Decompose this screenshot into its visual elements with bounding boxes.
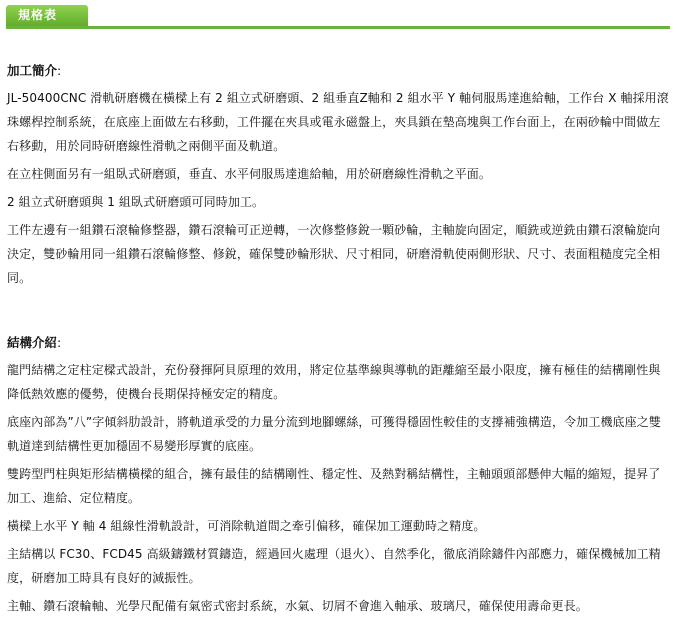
paragraph: JL-50400CNC 滑軌研磨機在橫樑上有 2 組立式研磨頭、2 組垂直Z軸和 2 組水平 Y 軸伺服馬達進給軸，工作台 X 軸採用滾珠螺桿控制系統，在底座上面做左右移動，工件擺在夾具或電永磁盤上，夾具鎖在墊高塊與工作台面上，在兩砂輪中間做左右移動，用於同時研磨線性滑軌之兩側平面及軌道。 (7, 91, 669, 153)
paragraph: 主軸、鑽石滾輪軸、光學尺配備有氣密式密封系統，水氣、切屑不會進入軸承、玻璃尺，確保使用壽命更長。 (7, 599, 588, 613)
paragraph: 工件左邊有一組鑽石滾輪修整器，鑽石滾輪可正逆轉，一次修整修銳一顆砂輪，主軸旋向固定，順銑或逆銑由鑽石滾輪旋向決定，雙砂輪用同一組鑽石滾輪修整、修銳，確保雙砂輪形狀、尺寸相同，研磨滑軌使兩側形狀、尺寸、表面粗糙度完全相同。 (7, 223, 661, 285)
spec-table-tab[interactable]: 規格表 (6, 5, 88, 26)
paragraph: 2 組立式研磨頭與 1 組臥式研磨頭可同時加工。 (7, 195, 265, 209)
paragraph: 主結構以 FC30、FCD45 高級鑄鐵材質鑄造，經過回火處理（退火）、自然季化，徹底消除鑄件內部應力，確保機械加工精度，研磨加工時具有良好的減振性。 (7, 547, 661, 585)
header-bar (6, 5, 670, 29)
paragraph: 雙跨型門柱與矩形結構橫樑的組合，擁有最佳的結構剛性、穩定性、及熱對稱結構性，主軸頭頭部懸伸大幅的縮短，提昇了加工、進給、定位精度。 (7, 467, 661, 505)
section-title-structure: 結構介紹: (7, 335, 62, 350)
paragraph: 龍門結構之定柱定樑式設計，充份發揮阿貝原理的效用，將定位基準線與導軌的距離縮至最小限度，擁有極佳的結構剛性與降低熱效應的優勢，使機台長期保持極安定的精度。 (7, 363, 661, 401)
paragraph: 橫樑上水平 Y 軸 4 組線性滑軌設計，可消除軌道間之牽引偏移，確保加工運動時之精度。 (7, 519, 486, 533)
paragraph: 底座內部為”八”字傾斜肋設計，將軌道承受的力量分流到地腳螺絲，可獲得穩固性較佳的支撐補強構造，令加工機底座之雙軌道達到結構性更加穩固不易變形厚實的底座。 (7, 415, 661, 453)
section-title-processing: 加工簡介: (7, 63, 62, 78)
section-gap (7, 294, 671, 312)
content-area (7, 40, 671, 622)
paragraph: 在立柱側面另有一組臥式研磨頭，垂直、水平伺服馬達進給軸，用於研磨線性滑軌之平面。 (7, 167, 492, 181)
